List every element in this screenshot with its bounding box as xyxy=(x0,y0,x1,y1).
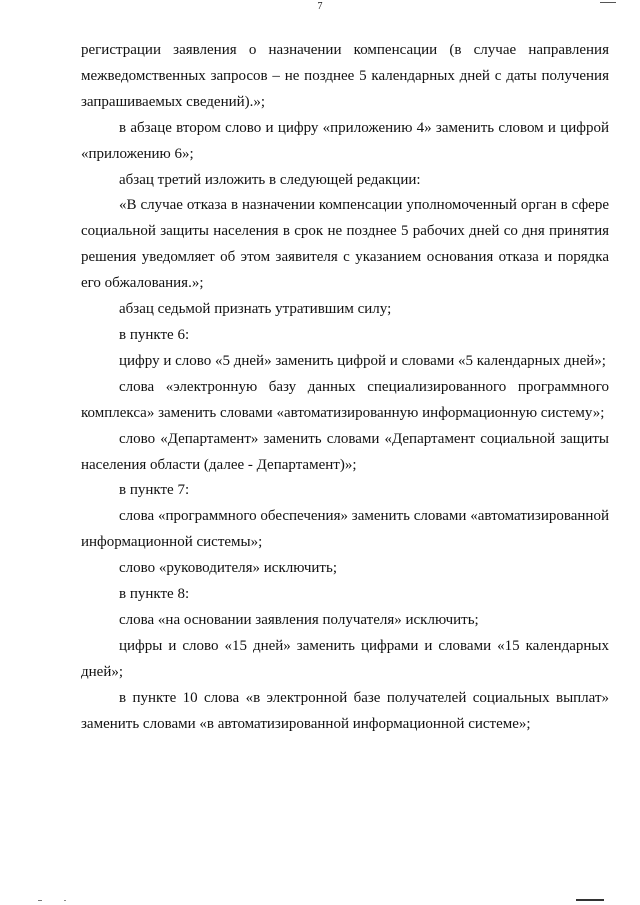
paragraph: регистрации заявления о назначении компенсации (в случае направления межведомственных запросов – не позднее 5 календарных дней с даты получения запрашиваемых сведений).»; xyxy=(81,42,609,110)
paragraph: в пункте 6: xyxy=(119,326,190,343)
paragraph: в пункте 10 слова «в электронной базе получателей социальных выплат» заменить словами «в автоматизированной информационной системе»; xyxy=(81,689,609,732)
document-body xyxy=(81,38,609,737)
paragraph: цифру и слово «5 дней» заменить цифрой и словами «5 календарных дней»; xyxy=(119,352,606,369)
paragraph: слова «программного обеспечения» заменить словами «автоматизированной информационной системы»; xyxy=(81,508,609,551)
scan-mark xyxy=(64,900,66,901)
scan-mark xyxy=(576,899,604,901)
page-number: 7 xyxy=(317,1,323,12)
scan-mark xyxy=(38,900,42,901)
paragraph: в пункте 8: xyxy=(119,586,190,603)
paragraph: в пункте 7: xyxy=(119,482,190,499)
paragraph: цифры и слово «15 дней» заменить цифрами и словами «15 календарных дней»; xyxy=(81,637,609,680)
paragraph: «В случае отказа в назначении компенсации уполномоченный орган в сфере социальной защиты населения в срок не позднее 5 рабочих дней со дня принятия решения уведомляет об этом заявителя с указанием основания отказа и порядка его обжалования.»; xyxy=(81,197,609,292)
paragraph: слова «электронную базу данных специализированного программного комплекса» заменить словами «автоматизированную информационную систему»; xyxy=(81,378,609,421)
paragraph: слово «Департамент» заменить словами «Департамент социальной защиты населения области (далее - Департамент)»; xyxy=(81,430,609,473)
paragraph: слова «на основании заявления получателя» исключить; xyxy=(119,611,479,628)
paragraph: абзац третий изложить в следующей редакции: xyxy=(119,171,421,188)
paragraph: абзац седьмой признать утратившим силу; xyxy=(119,301,392,318)
paragraph: слово «руководителя» исключить; xyxy=(119,560,337,577)
paragraph: в абзаце втором слово и цифру «приложению 4» заменить словом и цифрой «приложению 6»; xyxy=(81,119,609,162)
